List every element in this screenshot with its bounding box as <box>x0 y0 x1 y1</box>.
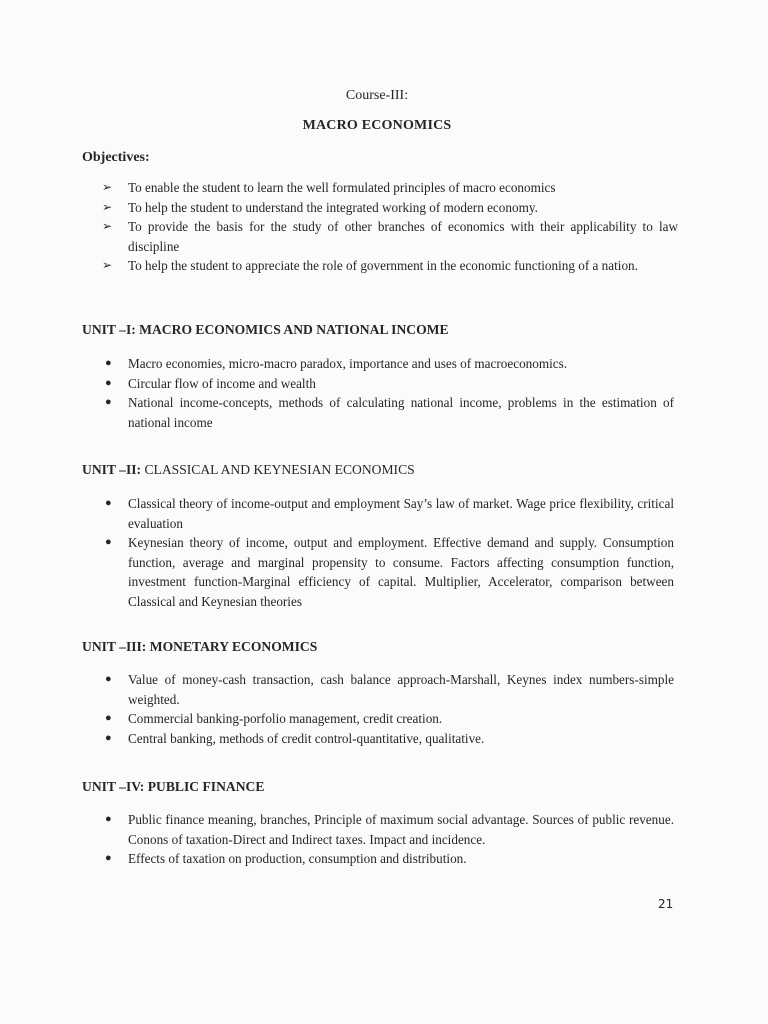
unit-4-heading: UNIT –IV: PUBLIC FINANCE <box>82 779 265 794</box>
arrow-bullet-icon: ➢ <box>102 258 113 272</box>
list-item: ● Value of money-cash transaction, cash balance approach-Marshall, Keynes index numbers-simple weighted. <box>105 672 674 707</box>
list-item: ● Keynesian theory of income, output and employment. Effective demand and supply. Consumption function, average and marginal propensity to consume. Factors affecting consumption function, investment function-Marginal efficiency of capital. Multiplier, Accelerator, comparison between Classical and Keynesian theories <box>105 535 674 609</box>
list-item: ● Classical theory of income-output and employment Say’s law of market. Wage price flexibility, critical evaluation <box>105 496 674 531</box>
bullet-icon: ● <box>105 536 112 548</box>
objective-item: ➢ To enable the student to learn the well formulated principles of macro economics <box>100 178 678 198</box>
arrow-bullet-icon: ➢ <box>102 180 113 194</box>
list-item: ● Effects of taxation on production, consumption and distribution. <box>100 849 674 869</box>
bullet-icon: ● <box>105 712 112 724</box>
unit-1-heading: UNIT –I: MACRO ECONOMICS AND NATIONAL INCOME <box>82 322 449 337</box>
list-item: ● Circular flow of income and wealth <box>100 374 674 394</box>
list-item: ● Public finance meaning, branches, Principle of maximum social advantage. Sources of public revenue. Conons of taxation-Direct and Indirect taxes. Impact and incidence. <box>105 812 674 847</box>
bullet-icon: ● <box>105 357 112 369</box>
list-item: ● Central banking, methods of credit control-quantitative, qualitative. <box>100 729 674 749</box>
bullet-icon: ● <box>105 673 112 685</box>
arrow-bullet-icon: ➢ <box>102 199 113 214</box>
objective-item: ➢ To help the student to appreciate the role of government in the economic functioning of a nation. <box>100 256 678 276</box>
unit-4-list <box>100 810 674 869</box>
unit-2-heading: UNIT –II: CLASSICAL AND KEYNESIAN ECONOMICS <box>82 462 415 477</box>
bullet-icon: ● <box>105 852 112 864</box>
objective-item: ➢ To help the student to understand the integrated working of modern economy. <box>100 198 678 218</box>
unit-1-list <box>100 354 674 432</box>
objectives-heading: Objectives: <box>82 150 150 165</box>
bullet-icon: ● <box>105 731 112 744</box>
bullet-icon: ● <box>105 376 112 389</box>
list-item: ● Macro economies, micro-macro paradox, importance and uses of macroeconomics. <box>100 354 674 374</box>
bullet-icon: ● <box>105 813 112 825</box>
objectives-list <box>100 178 678 276</box>
bullet-icon: ● <box>105 396 112 408</box>
objective-item: ➢ To provide the basis for the study of other branches of economics with their applicability to law discipline <box>102 219 678 254</box>
list-item: ● Commercial banking-porfolio management, credit creation. <box>100 709 674 729</box>
page-number: 21 <box>658 897 674 911</box>
unit-3-heading: UNIT –III: MONETARY ECONOMICS <box>82 639 318 654</box>
course-label: Course-III: <box>345 88 409 103</box>
list-item: ● National income-concepts, methods of calculating national income, problems in the estimation of national income <box>105 395 674 430</box>
unit-3-list <box>100 670 674 748</box>
bullet-icon: ● <box>105 497 112 509</box>
arrow-bullet-icon: ➢ <box>102 219 113 233</box>
unit-2-list <box>100 494 674 611</box>
page-title: MACRO ECONOMICS <box>302 118 452 133</box>
